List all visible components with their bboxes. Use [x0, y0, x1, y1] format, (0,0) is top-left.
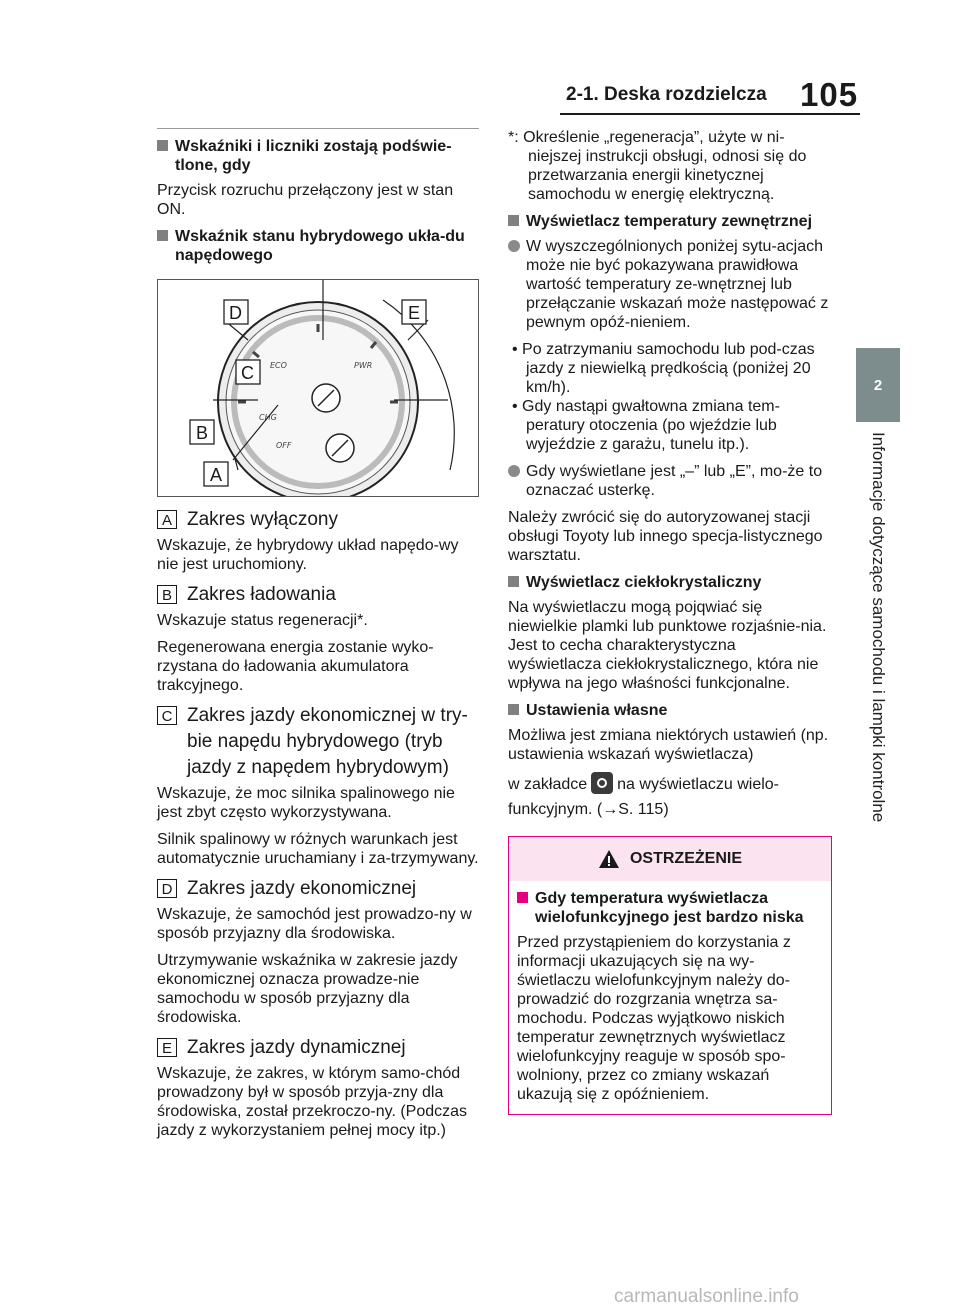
badge-c: C [157, 706, 177, 725]
paragraph: Na wyświetlaczu mogą pojqwiać się niewielkie plamki lub punktowe rozjaśnie-nia. Jest to cecha charakterystyczna wyświetlacza ciekłokrystalicznego, która nie wpływa na jego właśności funkcjonalne. [508, 599, 827, 692]
warning-title: OSTRZEŻENIE [629, 850, 742, 867]
item-text: Wskazuje, że samochód jest prowadzo-ny w sposób przyjazny dla środowiska. [157, 906, 472, 942]
watermark: carmanualsonline.info [614, 1286, 799, 1307]
item-text: Wskazuje, że hybrydowy układ napędo-wy nie jest uruchomiony. [157, 537, 459, 573]
warning-icon [598, 849, 620, 869]
square-bullet-icon [508, 215, 519, 226]
heading-settings: Ustawienia własne [508, 701, 833, 720]
gauge-illustration [158, 280, 478, 496]
bullet-item: W wyszczególnionych poniżej sytu-acjach może nie być pokazywana prawidłowa wartość temperatury ze-wnętrznej lub przełączanie wskazań może następować z pewnym opóź-nieniem. [508, 237, 833, 332]
paragraph: Należy zwrócić się do autoryzowanej stacji obsługi Toyoty lub innego specja-listycznego warsztatu. [508, 509, 823, 564]
svg-text:E: E [408, 303, 421, 323]
warning-heading: Gdy temperatura wyświetlacza wielofunkcyjnego jest bardzo niska [517, 889, 823, 927]
item-text: Regenerowana energia zostanie wyko-rzystana do ładowania akumulatora trakcyjnego. [157, 639, 434, 694]
section-title: 2-1. Deska rozdzielcza [566, 84, 767, 105]
circle-bullet-icon [508, 465, 520, 477]
paragraph: Przycisk rozruchu przełączony jest w stan ON. [157, 182, 454, 218]
paragraph: funkcyjnym. (→S. 115) [508, 801, 669, 818]
heading-outside-temp: Wyświetlacz temperatury zewnętrznej [508, 212, 833, 231]
warning-box [508, 836, 832, 1115]
square-bullet-icon [157, 230, 168, 241]
svg-text:D: D [229, 303, 242, 323]
item-heading-a: A Zakres wyłączony [157, 507, 479, 533]
badge-d: D [157, 879, 177, 898]
page-number: 105 [800, 76, 859, 113]
svg-text:PWR: PWR [354, 361, 373, 370]
right-column [508, 128, 833, 1115]
square-bullet-icon [517, 892, 528, 903]
gear-icon [591, 772, 613, 794]
square-bullet-icon [508, 576, 519, 587]
svg-text:OFF: OFF [276, 441, 292, 450]
badge-b: B [157, 585, 177, 604]
square-bullet-icon [157, 140, 168, 151]
heading-hybrid-indicator: Wskaźnik stanu hybrydowego ukła-du napędowego [157, 227, 479, 265]
header-rule [560, 113, 860, 115]
heading-lcd: Wyświetlacz ciekłokrystaliczny [508, 573, 833, 592]
left-column [157, 128, 479, 1148]
square-bullet-icon [508, 704, 519, 715]
item-heading-c: C Zakres jazdy ekonomicznej w try-bie napędu hybrydowego (tryb jazdy z napędem hybrydowym) [157, 703, 479, 781]
item-text: Wskazuje status regeneracji*. [157, 612, 368, 629]
svg-text:CHG: CHG [259, 413, 277, 422]
section-divider [157, 128, 479, 129]
bullet-item: Gdy wyświetlane jest „–” lub „E”, mo-że to oznaczać usterkę. [508, 462, 833, 500]
circle-bullet-icon [508, 240, 520, 252]
badge-a: A [157, 510, 177, 529]
item-text: Silnik spalinowy w różnych warunkach jest automatycznie uruchamiany i za-trzymywany. [157, 831, 479, 867]
sub-bullet: • Gdy nastąpi gwałtowna zmiana tem-peratury otoczenia (po wjeździe lub wyjeździe z garażu, tunelu itp.). [512, 398, 780, 453]
svg-text:B: B [196, 423, 209, 443]
item-heading-b: B Zakres ładowania [157, 582, 479, 608]
item-heading-e: E Zakres jazdy dynamicznej [157, 1035, 479, 1061]
item-heading-d: D Zakres jazdy ekonomicznej [157, 876, 479, 902]
warning-header [509, 837, 831, 881]
chapter-title: Informacje dotyczące samochodu i lampki kontrolne [869, 432, 888, 823]
svg-text:C: C [241, 363, 254, 383]
svg-text:ECO: ECO [270, 361, 287, 370]
paragraph: Możliwa jest zmiana niektórych ustawień (np. ustawienia wskazań wyświetlacza) [508, 727, 829, 763]
item-text: Utrzymywanie wskaźnika w zakresie jazdy ekonomicznej oznacza prowadze-nie samochodu w sposób przyjazny dla środowiska. [157, 952, 458, 1026]
footnote: *: Określenie „regeneracja”, użyte w ni-niejszej instrukcji obsługi, odnosi się do przetwarzania energii kinetycznej samochodu w energię elektryczną. [508, 129, 807, 203]
warning-text: Przed przystąpieniem do korzystania z informacji ukazujących się na wy-świetlaczu wielofunkcyjnym należy do-prowadzić do rozgrzania wnętrza sa-mochodu. Podczas wyjątkowo niskich temperatur zewnętrznych wyświetlacz wielofunkcyjny reaguje w sposób spo-wolniony, przez co zmiany wskazań ukazują się z opóźnieniem. [517, 934, 791, 1103]
hybrid-indicator-figure [157, 279, 479, 497]
svg-text:A: A [210, 465, 223, 485]
warning-body [509, 881, 831, 1114]
paragraph-settings-tab: w zakładce na wyświetlaczu wielo- [508, 772, 833, 798]
item-text: Wskazuje, że zakres, w którym samo-chód prowadzony był w sposób przyja-zny dla środowiska, został przekroczo-ny. (Podczas jazdy z wykorzystaniem pełnej mocy itp.) [157, 1065, 468, 1139]
chapter-tab: 2 [856, 348, 900, 422]
item-text: Wskazuje, że moc silnika spalinowego nie jest zbyt często wykorzystywana. [157, 785, 455, 821]
heading-illumination: Wskaźniki i liczniki zostają podświe-tlone, gdy [157, 137, 479, 175]
sub-bullet: • Po zatrzymaniu samochodu lub pod-czas jazdy z niewielką prędkością (poniżej 20 km/h). [512, 341, 815, 396]
badge-e: E [157, 1038, 177, 1057]
